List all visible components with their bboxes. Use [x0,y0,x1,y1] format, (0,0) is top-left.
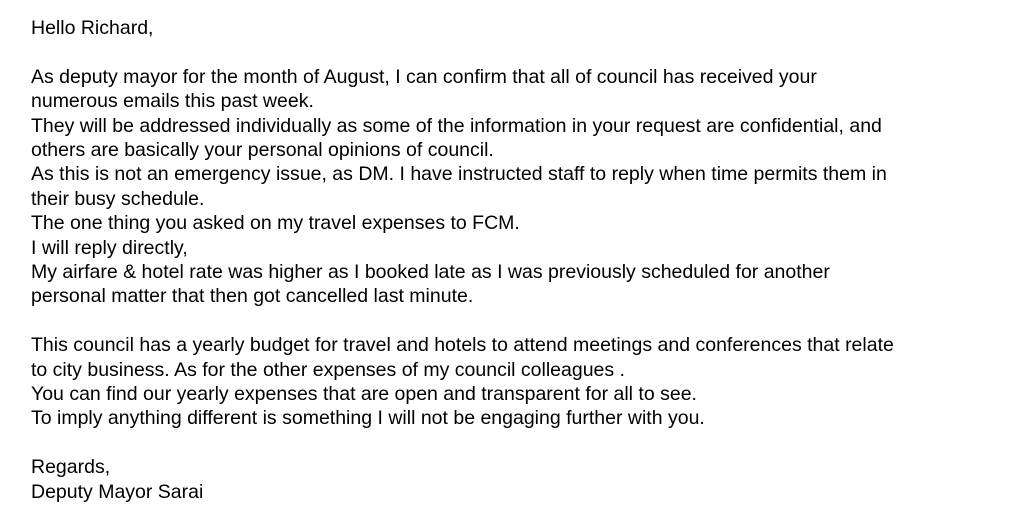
text-line: their busy schedule. [31,187,205,210]
text-line: to city business. As for the other expenses of my council colleagues . [31,358,625,381]
text-line: numerous emails this past week. [31,90,314,113]
text-line: others are basically your personal opinions of council. [31,139,494,162]
text-line: personal matter that then got cancelled last minute. [31,285,474,308]
text-line: This council has a yearly budget for travel and hotels to attend meetings and conferences that relate [31,334,894,357]
paragraph-1 [31,65,1021,309]
text-line: The one thing you asked on my travel expenses to FCM. [31,212,520,235]
blank-line [31,309,1021,333]
text-line: My airfare & hotel rate was higher as I booked late as I was previously scheduled for another [31,261,830,284]
text-line: As deputy mayor for the month of August, I can confirm that all of council has received your [31,65,817,88]
blank-line [31,431,1021,455]
signature: Deputy Mayor Sarai [31,480,204,503]
paragraph-2 [31,333,1021,431]
blank-line [31,40,1021,64]
text-line: To imply anything different is something I will not be engaging further with you. [31,407,705,430]
greeting: Hello Richard, [31,17,154,39]
text-line: They will be addressed individually as some of the information in your request are confidential, and [31,114,882,137]
text-line: You can find our yearly expenses that are open and transparent for all to see. [31,383,697,406]
text-line: As this is not an emergency issue, as DM. I have instructed staff to reply when time permits them in [31,163,887,186]
closing: Regards, [31,456,111,479]
email-body [31,16,1021,504]
text-line: I will reply directly, [31,236,188,259]
